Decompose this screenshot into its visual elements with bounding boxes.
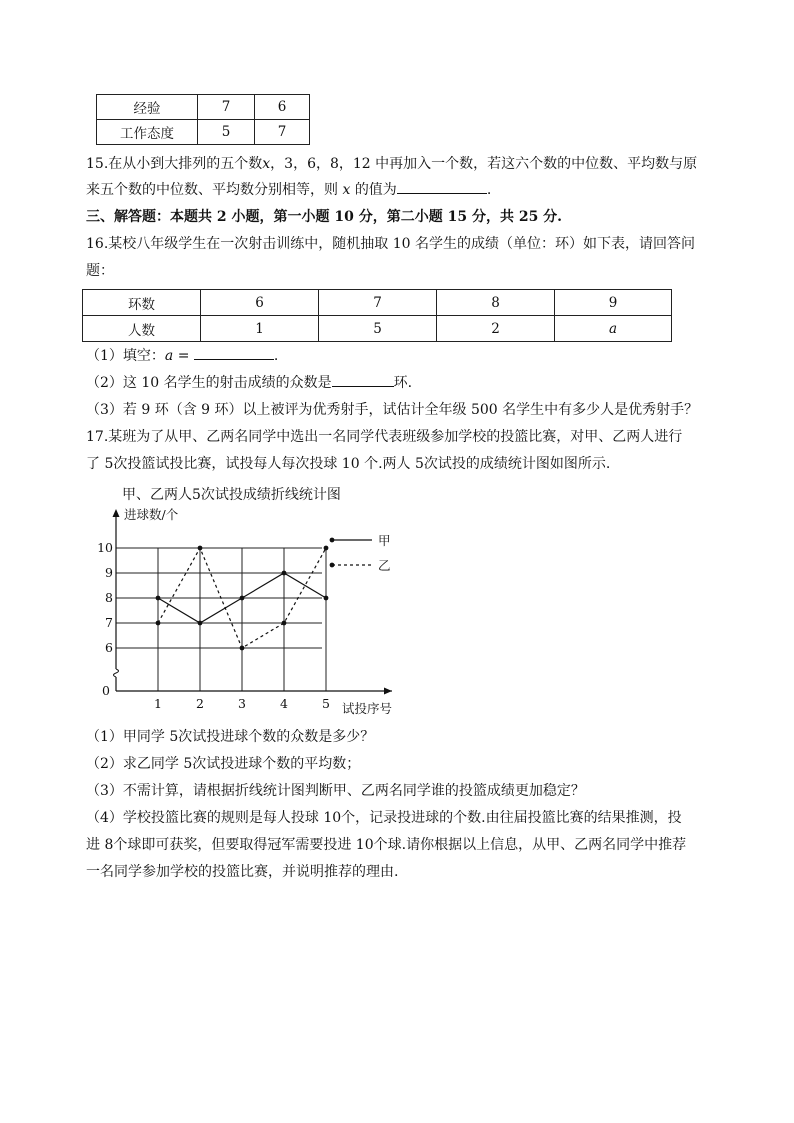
x-tick-label: 4 [280,696,288,711]
answer-blank[interactable] [332,372,394,387]
q17-part1: （1）甲同学 5次试投进球个数的众数是多少？ [86,729,375,745]
table-cell: 9 [555,290,672,316]
table-row [83,290,672,316]
table-cell: 环数 [83,290,201,316]
y-axis-label: 进球数/个 [124,507,179,522]
table-cell: 7 [319,290,437,316]
data-point [324,546,329,551]
answer-blank[interactable] [397,179,487,194]
data-point [156,621,161,626]
q15-line2: 来五个数的中位数、平均数分别相等，则 x 的值为 . [86,177,708,203]
x-axis-arrow [384,688,392,695]
chart-labels [97,507,392,716]
score-table [82,289,672,342]
q17-line2: 了 5次投篮试投比赛，试投每人每次投球 10 个.两人 5次试投的成绩统计图如图所示. [86,456,611,472]
y-tick-label: 10 [97,540,113,555]
data-point [282,571,287,576]
table-cell: a [555,316,672,342]
q16-part2: （2）这 10 名学生的射击成绩的众数是 环. [86,370,708,396]
q17-part3: （3）不需计算，请根据折线统计图判断甲、乙两名同学谁的投篮成绩更加稳定？ [86,783,585,799]
q17-part4-line1: （4）学校投篮比赛的规则是每人投球 10个，记录投进球的个数.由往届投篮比赛的结果推测，投 [86,810,682,826]
table-cell: 7 [198,95,255,120]
data-point [282,621,287,626]
q16-part3: （3）若 9 环（含 9 环）以上被评为优秀射手，试估计全年级 500 名学生中有多少人是优秀射手？ [86,402,699,418]
table-cell: 2 [437,316,555,342]
table-cell: 经验 [97,95,198,120]
top-table [96,94,310,145]
chart-grid [116,548,326,691]
y-axis-arrow [113,509,120,517]
data-point [156,596,161,601]
y-tick-label: 6 [105,640,113,655]
q17-line1: 17.某班为了从甲、乙两名同学中选出一名同学代表班级参加学校的投篮比赛，对甲、乙两人进行 [86,429,683,445]
line-chart [97,505,400,725]
table-row [97,120,310,145]
x-tick-label: 5 [322,696,330,711]
table-cell: 1 [201,316,319,342]
axis-break [114,669,119,677]
q16-part1: （1）填空：a = . [86,343,708,369]
table-cell: 5 [319,316,437,342]
x-tick-label: 3 [238,696,246,711]
answer-blank[interactable] [194,345,274,360]
table-row [97,95,310,120]
table-cell: 6 [201,290,319,316]
chart-legend [330,533,391,573]
q16-line2: 题： [86,263,114,279]
data-point [198,621,203,626]
q17-part2: （2）求乙同学 5次试投进球个数的平均数； [86,756,361,772]
table-row [83,316,672,342]
q17-part4-line3: 一名同学参加学校的投篮比赛，并说明推荐的理由. [86,864,399,880]
table-cell: 人数 [83,316,201,342]
table-cell: 8 [437,290,555,316]
y-tick-label: 0 [102,683,110,698]
data-point [240,646,245,651]
legend-label: 甲 [378,533,391,548]
x-tick-label: 1 [154,696,162,711]
q15-line1: 15.在从小到大排列的五个数x，3，6，8，12 中再加入一个数，若这六个数的中位数、平均数与原 [86,156,698,172]
data-point [198,546,203,551]
x-tick-label: 2 [196,696,204,711]
table-cell: 5 [198,120,255,145]
q17-part4-line2: 进 8个球即可获奖，但要取得冠军需要投进 10个球.请你根据以上信息，从甲、乙两名同学中推荐 [86,837,687,853]
y-tick-label: 7 [105,615,113,630]
x-axis-label: 试投序号 [342,701,393,716]
legend-label: 乙 [378,558,391,573]
data-point [240,596,245,601]
table-cell: 工作态度 [97,120,198,145]
table-cell: 7 [255,120,310,145]
y-tick-label: 8 [105,590,113,605]
section-heading: 三、解答题：本题共 2 小题，第一小题 10 分，第二小题 15 分，共 25 分. [86,209,563,225]
data-point [324,596,329,601]
chart-title: 甲、乙两人5次试投成绩折线统计图 [122,487,341,503]
q16-line1: 16.某校八年级学生在一次射击训练中，随机抽取 10 名学生的成绩（单位：环）如下表，请回答问 [86,236,695,252]
y-tick-label: 9 [105,565,113,580]
chart-axes [113,509,393,695]
table-cell: 6 [255,95,310,120]
